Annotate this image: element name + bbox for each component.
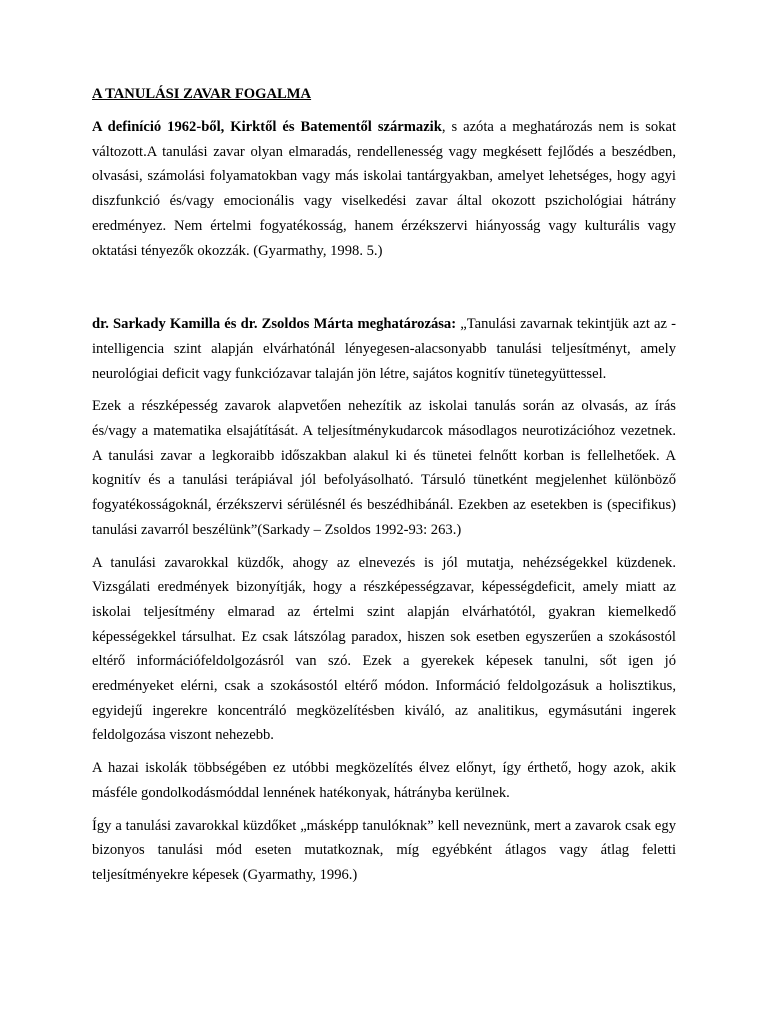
paragraph-different-learners: Így a tanulási zavarokkal küzdőket „másképp tanulóknak” kell neveznünk, mert a zavarok csak egy bizonyos tanulási mód eseten mutatkoznak, míg egyébként átlagos vagy átlag feletti teljesítményekre képesek (Gyarmathy, 1996.) — [92, 817, 676, 883]
paragraph-sarkady-zsoldos-lead: dr. Sarkady Kamilla és dr. Zsoldos Márta meghatározása: — [92, 316, 457, 333]
document-page — [92, 84, 676, 896]
paragraph-sarkady-zsoldos — [92, 312, 676, 386]
paragraph-difficulties: A tanulási zavarokkal küzdők, ahogy az elnevezés is jól mutatja, nehézségekkel küzdenek. Vizsgálati eredmények bizonyítják, hogy a részképességzavar, képességdeficit, amely miatt az iskolai teljesítmény elmarad az értelmi szint alapján elvárhatótól, gyakran kiemelkedő képességekkel társulhat. Ez csak látszólag paradox, hiszen sok esetben egyszerűen a szokásostól eltérő információfeldolgozásról van szó. Ezek a gyerekek képesek tanulni, sőt igen jó eredményeket elérni, csak a szokásostól eltérő módon. Információ feldolgozásuk a holisztikus, egyidejű ingerekre koncentráló megközelítésben kiváló, az analitikus, egymásutáni ingerek feldolgozása viszont nehezebb. — [92, 554, 676, 744]
paragraph-definition-text: , s azóta a meghatározás nem is sokat változott.A tanulási zavar olyan elmaradás, rendellenesség vagy megkésett fejlődés a beszédben, olvasási, számolási folyamatokban vagy más iskolai tantárgyakban, amelyet lehetséges, hogy agyi diszfunkció és/vagy emocionális vagy viselkedési zavar által okozott pszichológiai hátrány eredményez. Nem értelmi fogyatékosság, hanem érzékszervi hiányosság vagy kulturális vagy oktatási tényezők okozzák. (Gyarmathy, 1998. 5.) — [92, 119, 677, 259]
paragraph-definition — [92, 115, 676, 263]
paragraph-sarkady-zsoldos-text: „Tanulási zavarnak tekintjük azt az -intelligencia szint alapján elvárhatónál lényegesen-alacsonyabb tanulási teljesítményt, amely neurológiai deficit vagy funkciózavar talaján jön létre, sajátos kognitív tünetegyüttessel. — [92, 316, 676, 382]
paragraph-hungarian-schools: A hazai iskolák többségében ez utóbbi megközelítés élvez előnyt, így érthető, hogy azok, akik másféle gondolkodásmóddal lennének hatékonyak, hátrányba kerülnek. — [92, 760, 676, 801]
paragraph-partial-abilities: Ezek a részképesség zavarok alapvetően nehezítik az iskolai tanulás során az olvasás, az írás és/vagy a matematika elsajátítását. A teljesítménykudarcok másodlagos neurotizációhoz vezetnek. A tanulási zavar a legkoraibb időszakban alakul ki és tünetei felnőtt korban is fellelhetőek. A kognitív és a tanulási terápiával jól befolyásolható. Társuló tünetként megjelenhet különböző fogyatékosságoknál, érzékszervi sérülésnél és beszédhibánál. Ezekben az esetekben is (specifikus) tanulási zavarról beszélünk”(Sarkady – Zsoldos 1992-93: 263.) — [92, 398, 676, 538]
paragraph-spacer — [92, 271, 676, 312]
document-title: A TANULÁSI ZAVAR FOGALMA — [92, 86, 312, 102]
paragraph-definition-lead: A definíció 1962-ből, Kirktől és Batementől származik — [92, 119, 442, 135]
